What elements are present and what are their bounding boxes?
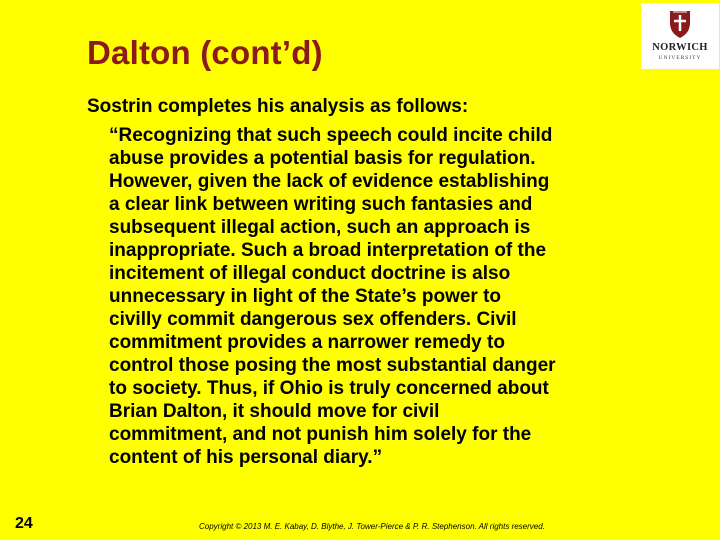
logo-subtitle: UNIVERSITY (658, 55, 702, 61)
quote-line: Brian Dalton, it should move for civil (109, 401, 440, 422)
quote-line: subsequent illegal action, such an approach is (109, 217, 531, 238)
slide-title: Dalton (cont’d) (87, 34, 323, 71)
quote-line: to society. Thus, if Ohio is truly concerned about (109, 378, 549, 399)
quote-line: commitment provides a narrower remedy to (109, 332, 505, 353)
quote-line: inappropriate. Such a broad interpretation of the (109, 240, 547, 261)
quote-line: a clear link between writing such fantasies and (109, 194, 533, 215)
quote-line: abuse provides a potential basis for regulation. (109, 148, 536, 169)
quote-line: control those posing the most substantial danger (109, 355, 556, 376)
quote-block (109, 124, 689, 469)
intro-text: Sostrin completes his analysis as follows: (87, 96, 469, 117)
copyright-notice: Copyright © 2013 M. E. Kabay, D. Blythe, J. Tower-Pierce & P. R. Stephenson. All rights reserved. (199, 522, 545, 531)
quote-line: “Recognizing that such speech could incite child (109, 125, 553, 146)
quote-line: unnecessary in light of the State’s power to (109, 286, 502, 307)
quote-line: civilly commit dangerous sex offenders. Civil (109, 309, 517, 330)
quote-line: However, given the lack of evidence establishing (109, 171, 550, 192)
quote-line: commitment, and not punish him solely for the (109, 424, 532, 445)
quote-line: content of his personal diary.” (109, 447, 383, 468)
page-number: 24 (15, 515, 33, 532)
norwich-logo (641, 3, 719, 69)
norwich-shield-icon (668, 9, 692, 39)
logo-name: NORWICH (652, 42, 708, 53)
quote-line: incitement of illegal conduct doctrine is also (109, 263, 511, 284)
